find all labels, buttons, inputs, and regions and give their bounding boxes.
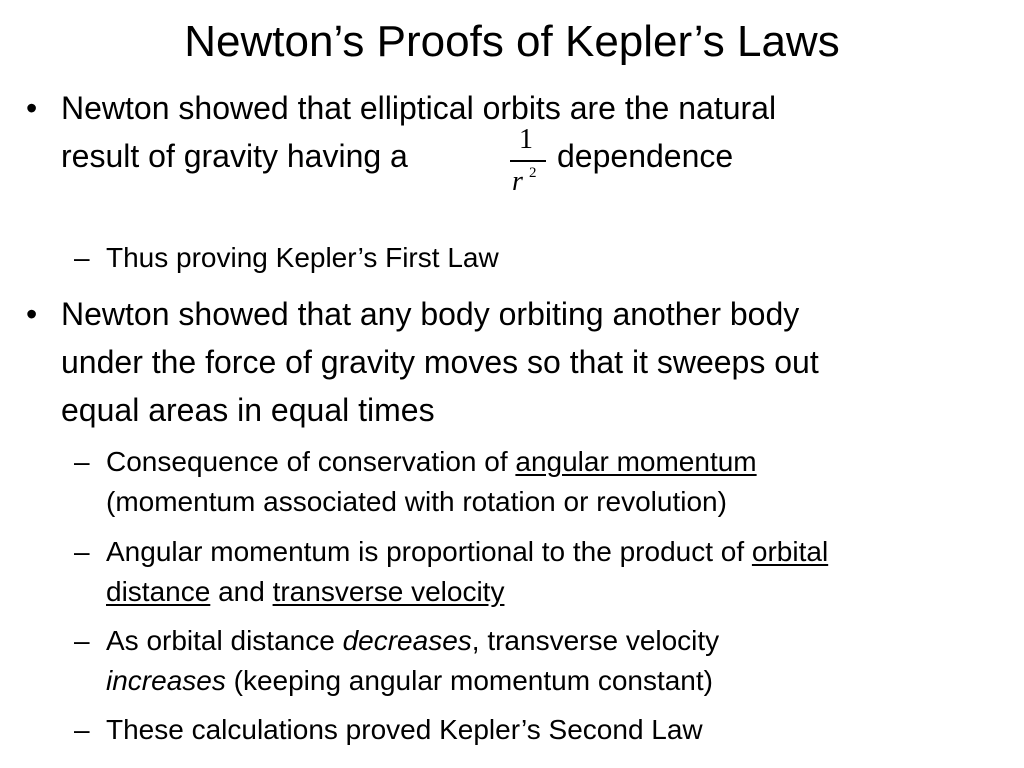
transverse-velocity-term: transverse velocity [272, 576, 505, 607]
inverse-square-fraction [506, 124, 546, 208]
fraction-exponent: 2 [529, 165, 537, 181]
sub-bullet-text: , transverse velocity [471, 625, 720, 656]
bullet-2-line-1: Newton showed that any body orbiting another body [61, 296, 800, 332]
sub-bullet-text: As orbital distance [106, 625, 343, 656]
decreases-emphasis: decreases [342, 625, 472, 656]
bullet-1-line-1: Newton showed that elliptical orbits are the natural [61, 90, 777, 126]
sub-bullet-text: Consequence of conservation of [106, 446, 516, 477]
slide-title: Newton’s Proofs of Kepler’s Laws [184, 17, 840, 66]
increases-emphasis: increases [106, 665, 226, 696]
sub-bullet-proportional-line-2 [106, 575, 504, 609]
sub-bullet-marker: – [74, 625, 90, 656]
bullet-2-line-3: equal areas in equal times [61, 392, 435, 428]
sub-bullet-first-law: Thus proving Kepler’s First Law [106, 242, 499, 273]
fraction-numerator: 1 [519, 124, 533, 155]
bullet-marker: • [26, 90, 38, 126]
orbital-term: orbital [751, 536, 829, 567]
sub-bullet-decreases-line-2 [106, 664, 713, 698]
sub-bullet-text: and [210, 576, 273, 607]
sub-bullet-second-law: These calculations proved Kepler’s Second Law [106, 714, 703, 745]
sub-bullet-marker: – [74, 446, 90, 477]
sub-bullet-proportional-line-1 [106, 535, 828, 569]
sub-bullet-text: (keeping angular momentum constant) [225, 665, 713, 696]
fraction-denominator: r [512, 166, 523, 197]
sub-bullet-marker: – [74, 242, 90, 273]
sub-bullet-marker: – [74, 714, 90, 745]
sub-bullet-angular-momentum-line-1 [106, 445, 757, 479]
sub-bullet-angular-momentum-line-2: (momentum associated with rotation or revolution) [106, 486, 727, 517]
distance-term: distance [106, 576, 211, 607]
sub-bullet-marker: – [74, 536, 90, 567]
sub-bullet-text: Angular momentum is proportional to the product of [106, 536, 752, 567]
sub-bullet-decreases-line-1 [106, 624, 719, 658]
bullet-1-line-2 [61, 136, 408, 176]
bullet-1-text-after-fraction: dependence [557, 138, 734, 174]
bullet-2-line-2: under the force of gravity moves so that it sweeps out [61, 344, 819, 380]
fraction-bar [510, 160, 546, 162]
bullet-1-text-before-fraction: result of gravity having a [61, 138, 408, 174]
bullet-marker: • [26, 296, 38, 332]
angular-momentum-term: angular momentum [515, 446, 757, 477]
